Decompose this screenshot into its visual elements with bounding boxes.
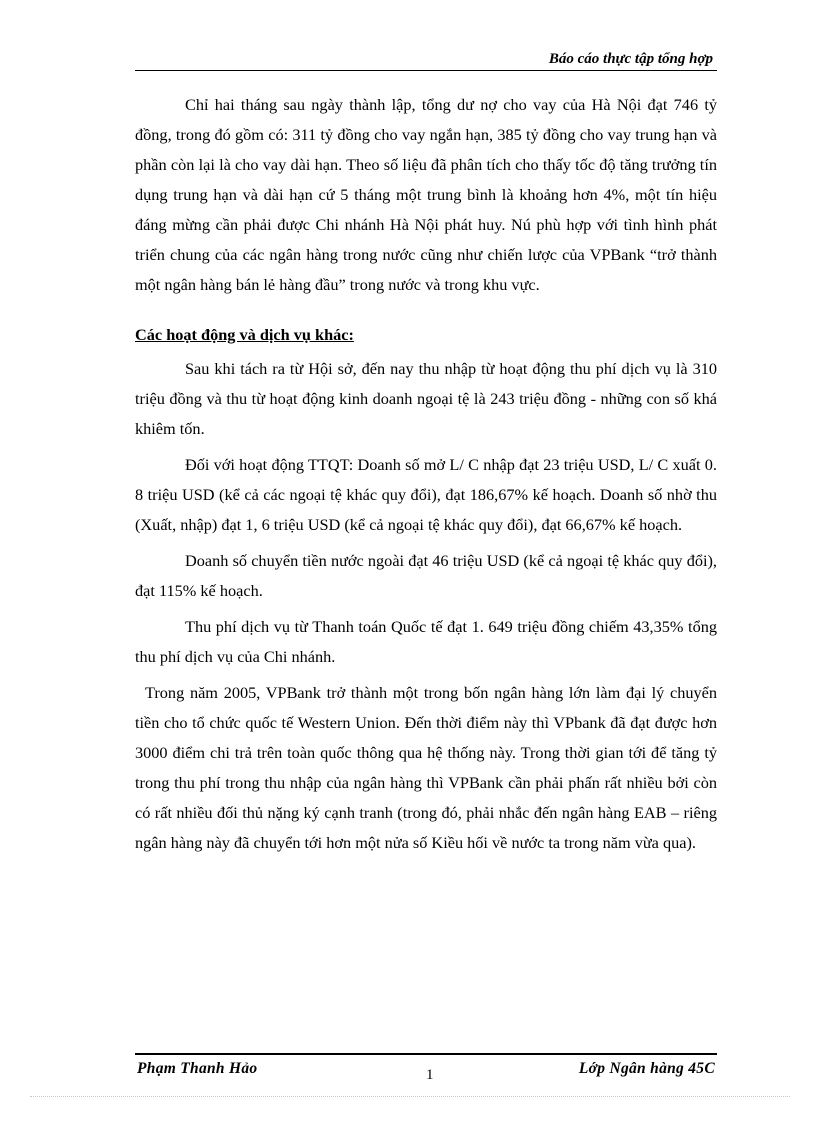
- paragraph-loans: Chỉ hai tháng sau ngày thành lập, tổng dư nợ cho vay của Hà Nội đạt 746 tỷ đồng, trong đó gồm có: 311 tỷ đồng cho vay ngắn hạn, 385 tỷ đồng cho vay trung hạn và phần còn lại là cho vay dài hạn. Theo số liệu đã phân tích cho thấy tốc độ tăng trưởng tín dụng trung hạn và dài hạn cứ 5 tháng một trung bình là khoảng hơn 4%, một tín hiệu đáng mừng cần phải được Chi nhánh Hà Nội phát huy. Nú phù hợp với tình hình phát triển chung của các ngân hàng trong nước cũng như chiến lược của VPBank “trở thành một ngân hàng bán lẻ hàng đầu” trong nước và trong khu vực.: [135, 95, 717, 294]
- paragraph-service-fees: Sau khi tách ra từ Hội sở, đến nay thu nhập từ hoạt động thu phí dịch vụ là 310 triệu đồng và thu từ hoạt động kinh doanh ngoại tệ là 243 triệu đồng - những con số khá khiêm tốn.: [135, 359, 717, 438]
- page-number: 1: [426, 1067, 434, 1083]
- paragraph-transfers: Doanh số chuyển tiền nước ngoài đạt 46 triệu USD (kể cả ngoại tệ khác quy đổi), đạt 115% kế hoạch.: [135, 551, 717, 600]
- paragraph-western-union: Trong năm 2005, VPBank trở thành một trong bốn ngân hàng lớn làm đại lý chuyển tiền cho tổ chức quốc tế Western Union. Đến thời điểm này thì VPbank đã đạt được hơn 3000 điểm chi trả trên toàn quốc thông qua hệ thống này. Trong thời gian tới để tăng tỷ trong thu phí trong thu nhập của ngân hàng thì VPBank cần phải phấn rất nhiều bởi còn có rất nhiều đối thủ nặng ký cạnh tranh (trong đó, phải nhắc đến ngân hàng EAB – riêng ngân hàng này đã chuyển tới hơn một nửa số Kiều hối về nước ta trong năm vừa qua).: [135, 683, 717, 852]
- page-footer: [135, 1053, 717, 1085]
- page-edge-divider: [30, 1096, 790, 1097]
- header-title: Báo cáo thực tập tổng hợp: [548, 51, 713, 67]
- page-header: [135, 50, 717, 71]
- paragraph-ttqt: Đối với hoạt động TTQT: Doanh số mở L/ C nhập đạt 23 triệu USD, L/ C xuất 0. 8 triệu USD (kể cả các ngoại tệ khác quy đổi), đạt 186,67% kế hoạch. Doanh số nhờ thu (Xuất, nhập) đạt 1, 6 triệu USD (kể cả ngoại tệ khác quy đổi), đạt 66,67% kế hoạch.: [135, 455, 717, 534]
- section-heading: Các hoạt động và dịch vụ khác:: [135, 325, 354, 344]
- paragraph-payment-fees: Thu phí dịch vụ từ Thanh toán Quốc tế đạt 1. 649 triệu đồng chiếm 43,35% tổng thu phí dịch vụ của Chi nhánh.: [135, 617, 717, 666]
- footer-class-name: Lớp Ngân hàng 45C: [578, 1060, 715, 1077]
- document-body: [135, 90, 717, 864]
- footer-author: Phạm Thanh Hảo: [137, 1060, 258, 1077]
